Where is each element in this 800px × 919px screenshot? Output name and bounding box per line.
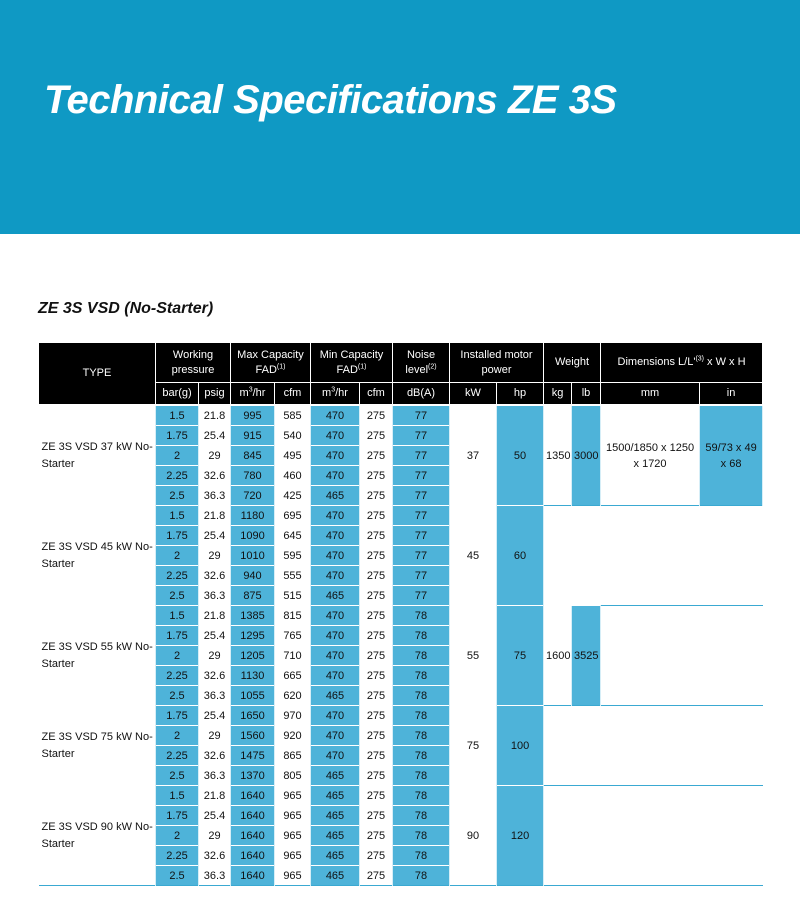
cell-noise: 78 bbox=[393, 726, 450, 746]
cell-bar: 1.75 bbox=[156, 426, 199, 446]
model-group bbox=[39, 405, 763, 506]
cell-min-cfm: 275 bbox=[360, 446, 393, 466]
cell-noise: 78 bbox=[393, 746, 450, 766]
cell-psig: 21.8 bbox=[199, 786, 231, 806]
table-row bbox=[39, 405, 763, 426]
cell-max-cfm: 645 bbox=[275, 526, 311, 546]
cell-max-m3hr: 1560 bbox=[231, 726, 275, 746]
cell-max-cfm: 495 bbox=[275, 446, 311, 466]
dimensions-mm: 1500/1850 x 1250 x 1720 bbox=[601, 405, 700, 506]
unit-kw: kW bbox=[450, 383, 497, 406]
cell-min-m3hr: 470 bbox=[311, 666, 360, 686]
motor-kw: 55 bbox=[450, 606, 497, 706]
cell-min-cfm: 275 bbox=[360, 706, 393, 726]
col-dimensions-suffix: x W x H bbox=[704, 356, 746, 368]
cell-noise: 77 bbox=[393, 426, 450, 446]
cell-max-m3hr: 995 bbox=[231, 405, 275, 426]
cell-min-m3hr: 470 bbox=[311, 426, 360, 446]
col-noise-label: Noise level bbox=[405, 348, 436, 376]
cell-noise: 78 bbox=[393, 686, 450, 706]
cell-noise: 77 bbox=[393, 506, 450, 526]
cell-max-cfm: 695 bbox=[275, 506, 311, 526]
cell-min-cfm: 275 bbox=[360, 526, 393, 546]
cell-bar: 2.5 bbox=[156, 866, 199, 886]
unit-kg: kg bbox=[544, 383, 572, 406]
cell-min-cfm: 275 bbox=[360, 405, 393, 426]
cell-max-cfm: 965 bbox=[275, 866, 311, 886]
cell-bar: 2.5 bbox=[156, 686, 199, 706]
cell-max-m3hr: 1295 bbox=[231, 626, 275, 646]
cell-max-cfm: 970 bbox=[275, 706, 311, 726]
cell-min-m3hr: 470 bbox=[311, 746, 360, 766]
cell-noise: 78 bbox=[393, 866, 450, 886]
cell-max-cfm: 815 bbox=[275, 606, 311, 626]
model-type: ZE 3S VSD 37 kW No-Starter bbox=[39, 405, 156, 506]
col-noise bbox=[393, 343, 450, 383]
cell-bar: 1.5 bbox=[156, 786, 199, 806]
cell-psig: 29 bbox=[199, 546, 231, 566]
cell-min-m3hr: 465 bbox=[311, 866, 360, 886]
cell-bar: 1.5 bbox=[156, 506, 199, 526]
cell-max-cfm: 965 bbox=[275, 786, 311, 806]
cell-bar: 1.5 bbox=[156, 606, 199, 626]
model-type: ZE 3S VSD 75 kW No-Starter bbox=[39, 706, 156, 786]
cell-min-m3hr: 465 bbox=[311, 686, 360, 706]
weight-lb: 3000 bbox=[572, 405, 601, 506]
cell-psig: 21.8 bbox=[199, 606, 231, 626]
cell-max-cfm: 765 bbox=[275, 626, 311, 646]
col-max-capacity bbox=[231, 343, 311, 383]
cell-min-cfm: 275 bbox=[360, 766, 393, 786]
motor-hp: 100 bbox=[497, 706, 544, 786]
unit-bar: bar(g) bbox=[156, 383, 199, 406]
col-dimensions-label: Dimensions L/L' bbox=[617, 356, 696, 368]
cell-psig: 36.3 bbox=[199, 686, 231, 706]
cell-max-m3hr: 1205 bbox=[231, 646, 275, 666]
cell-bar: 2.5 bbox=[156, 486, 199, 506]
cell-noise: 78 bbox=[393, 806, 450, 826]
cell-min-m3hr: 465 bbox=[311, 486, 360, 506]
unit-lb: lb bbox=[572, 383, 601, 406]
cell-bar: 2.25 bbox=[156, 566, 199, 586]
table-row bbox=[39, 706, 763, 726]
unit-m3hr-min: $m^3/hr$ bbox=[311, 383, 360, 406]
cell-min-m3hr: 470 bbox=[311, 466, 360, 486]
cell-max-cfm: 965 bbox=[275, 846, 311, 866]
cell-max-cfm: 710 bbox=[275, 646, 311, 666]
cell-min-cfm: 275 bbox=[360, 626, 393, 646]
cell-bar: 2.25 bbox=[156, 846, 199, 866]
model-group bbox=[39, 706, 763, 786]
unit-psig: psig bbox=[199, 383, 231, 406]
cell-max-m3hr: 1640 bbox=[231, 846, 275, 866]
footnote-mark: (3) bbox=[695, 355, 704, 363]
unit-mm: mm bbox=[601, 383, 700, 406]
cell-max-cfm: 595 bbox=[275, 546, 311, 566]
cell-min-m3hr: 470 bbox=[311, 566, 360, 586]
cell-max-cfm: 620 bbox=[275, 686, 311, 706]
cell-min-m3hr: 470 bbox=[311, 405, 360, 426]
cell-psig: 36.3 bbox=[199, 766, 231, 786]
cell-noise: 77 bbox=[393, 546, 450, 566]
cell-psig: 32.6 bbox=[199, 566, 231, 586]
cell-noise: 78 bbox=[393, 626, 450, 646]
cell-min-m3hr: 465 bbox=[311, 766, 360, 786]
cell-min-cfm: 275 bbox=[360, 426, 393, 446]
cell-max-m3hr: 1640 bbox=[231, 826, 275, 846]
cell-max-cfm: 460 bbox=[275, 466, 311, 486]
cell-bar: 2 bbox=[156, 826, 199, 846]
cell-min-m3hr: 470 bbox=[311, 546, 360, 566]
cell-bar: 2 bbox=[156, 446, 199, 466]
cell-min-cfm: 275 bbox=[360, 826, 393, 846]
cell-noise: 78 bbox=[393, 846, 450, 866]
table-row bbox=[39, 786, 763, 806]
cell-min-m3hr: 465 bbox=[311, 806, 360, 826]
cell-noise: 77 bbox=[393, 566, 450, 586]
cell-psig: 25.4 bbox=[199, 626, 231, 646]
cell-min-cfm: 275 bbox=[360, 566, 393, 586]
unit-cfm-max: cfm bbox=[275, 383, 311, 406]
cell-min-cfm: 275 bbox=[360, 746, 393, 766]
model-type: ZE 3S VSD 45 kW No-Starter bbox=[39, 506, 156, 606]
cell-bar: 2.25 bbox=[156, 666, 199, 686]
footnote-mark: (2) bbox=[428, 362, 437, 370]
cell-max-cfm: 585 bbox=[275, 405, 311, 426]
cell-psig: 32.6 bbox=[199, 846, 231, 866]
cell-min-m3hr: 470 bbox=[311, 626, 360, 646]
cell-max-m3hr: 1640 bbox=[231, 786, 275, 806]
cell-min-m3hr: 470 bbox=[311, 606, 360, 626]
cell-bar: 2.5 bbox=[156, 766, 199, 786]
cell-max-m3hr: 1180 bbox=[231, 506, 275, 526]
cell-max-cfm: 805 bbox=[275, 766, 311, 786]
cell-max-m3hr: 915 bbox=[231, 426, 275, 446]
cell-max-m3hr: 1640 bbox=[231, 866, 275, 886]
cell-max-m3hr: 875 bbox=[231, 586, 275, 606]
cell-min-cfm: 275 bbox=[360, 866, 393, 886]
header-row bbox=[39, 343, 763, 383]
col-working-pressure bbox=[156, 343, 231, 383]
cell-noise: 78 bbox=[393, 646, 450, 666]
cell-noise: 77 bbox=[393, 586, 450, 606]
cell-bar: 1.75 bbox=[156, 806, 199, 826]
model-group bbox=[39, 506, 763, 606]
cell-noise: 78 bbox=[393, 766, 450, 786]
cell-max-cfm: 865 bbox=[275, 746, 311, 766]
cell-psig: 29 bbox=[199, 826, 231, 846]
cell-min-m3hr: 470 bbox=[311, 646, 360, 666]
cell-psig: 36.3 bbox=[199, 486, 231, 506]
model-group bbox=[39, 606, 763, 706]
cell-noise: 77 bbox=[393, 446, 450, 466]
cell-max-m3hr: 1475 bbox=[231, 746, 275, 766]
cell-max-cfm: 665 bbox=[275, 666, 311, 686]
section-title: ZE 3S VSD (No-Starter) bbox=[38, 300, 214, 317]
cell-bar: 2.25 bbox=[156, 746, 199, 766]
motor-hp: 60 bbox=[497, 506, 544, 606]
cell-min-cfm: 275 bbox=[360, 846, 393, 866]
cell-psig: 29 bbox=[199, 726, 231, 746]
cell-min-cfm: 275 bbox=[360, 806, 393, 826]
col-motor-label: Installed motor power bbox=[460, 348, 533, 376]
cell-psig: 25.4 bbox=[199, 806, 231, 826]
cell-min-cfm: 275 bbox=[360, 646, 393, 666]
cell-max-m3hr: 845 bbox=[231, 446, 275, 466]
cell-noise: 77 bbox=[393, 405, 450, 426]
unit-dba: dB(A) bbox=[393, 383, 450, 406]
motor-kw: 45 bbox=[450, 506, 497, 606]
cell-max-m3hr: 1010 bbox=[231, 546, 275, 566]
model-type: ZE 3S VSD 55 kW No-Starter bbox=[39, 606, 156, 706]
cell-noise: 78 bbox=[393, 706, 450, 726]
cell-min-m3hr: 470 bbox=[311, 526, 360, 546]
cell-psig: 32.6 bbox=[199, 746, 231, 766]
cell-max-cfm: 515 bbox=[275, 586, 311, 606]
cell-psig: 21.8 bbox=[199, 506, 231, 526]
footnote-mark: (1) bbox=[357, 362, 367, 370]
unit-hp: hp bbox=[497, 383, 544, 406]
cell-max-cfm: 555 bbox=[275, 566, 311, 586]
cell-max-m3hr: 940 bbox=[231, 566, 275, 586]
model-type: ZE 3S VSD 90 kW No-Starter bbox=[39, 786, 156, 886]
cell-min-cfm: 275 bbox=[360, 466, 393, 486]
cell-max-cfm: 920 bbox=[275, 726, 311, 746]
col-max-capacity-label: Max Capacity FAD bbox=[237, 348, 304, 376]
cell-bar: 1.75 bbox=[156, 626, 199, 646]
cell-psig: 32.6 bbox=[199, 666, 231, 686]
cell-min-m3hr: 470 bbox=[311, 506, 360, 526]
cell-psig: 21.8 bbox=[199, 405, 231, 426]
cell-max-cfm: 965 bbox=[275, 826, 311, 846]
cell-max-m3hr: 1370 bbox=[231, 766, 275, 786]
unit-m3hr-max: $m^3/hr$ bbox=[231, 383, 275, 406]
cell-noise: 78 bbox=[393, 606, 450, 626]
col-working-pressure-label: Working pressure bbox=[171, 348, 215, 376]
cell-noise: 77 bbox=[393, 466, 450, 486]
cell-min-cfm: 275 bbox=[360, 606, 393, 626]
cell-min-m3hr: 470 bbox=[311, 706, 360, 726]
col-type: TYPE bbox=[39, 343, 156, 405]
cell-psig: 36.3 bbox=[199, 586, 231, 606]
col-dimensions bbox=[601, 343, 763, 383]
spec-table bbox=[38, 343, 763, 886]
cell-min-cfm: 275 bbox=[360, 666, 393, 686]
cell-psig: 29 bbox=[199, 446, 231, 466]
motor-kw: 75 bbox=[450, 706, 497, 786]
weight-kg: 1350 bbox=[544, 405, 572, 506]
col-min-capacity bbox=[311, 343, 393, 383]
cell-min-cfm: 275 bbox=[360, 586, 393, 606]
col-motor bbox=[450, 343, 544, 383]
motor-kw: 90 bbox=[450, 786, 497, 886]
cell-min-m3hr: 465 bbox=[311, 846, 360, 866]
cell-bar: 1.5 bbox=[156, 405, 199, 426]
cell-bar: 2 bbox=[156, 546, 199, 566]
cell-noise: 78 bbox=[393, 666, 450, 686]
unit-in: in bbox=[700, 383, 763, 406]
dimensions-in: 59/73 x 49 x 68 bbox=[700, 405, 763, 506]
unit-cfm-min: cfm bbox=[360, 383, 393, 406]
page-title: Technical Specifications ZE 3S bbox=[44, 78, 617, 122]
weight-lb: 3525 bbox=[572, 606, 601, 706]
cell-bar: 1.75 bbox=[156, 526, 199, 546]
cell-bar: 2.25 bbox=[156, 466, 199, 486]
cell-max-m3hr: 1640 bbox=[231, 806, 275, 826]
motor-kw: 37 bbox=[450, 405, 497, 506]
cell-psig: 36.3 bbox=[199, 866, 231, 886]
cell-noise: 78 bbox=[393, 826, 450, 846]
cell-min-cfm: 275 bbox=[360, 486, 393, 506]
cell-noise: 78 bbox=[393, 786, 450, 806]
cell-max-m3hr: 720 bbox=[231, 486, 275, 506]
cell-max-cfm: 965 bbox=[275, 806, 311, 826]
cell-min-cfm: 275 bbox=[360, 506, 393, 526]
cell-min-cfm: 275 bbox=[360, 786, 393, 806]
cell-min-m3hr: 465 bbox=[311, 826, 360, 846]
col-min-capacity-label: Min Capacity FAD bbox=[319, 348, 384, 376]
cell-max-m3hr: 1385 bbox=[231, 606, 275, 626]
cell-max-m3hr: 1055 bbox=[231, 686, 275, 706]
cell-bar: 2 bbox=[156, 646, 199, 666]
cell-min-m3hr: 470 bbox=[311, 446, 360, 466]
cell-psig: 25.4 bbox=[199, 426, 231, 446]
cell-bar: 2 bbox=[156, 726, 199, 746]
cell-max-m3hr: 1090 bbox=[231, 526, 275, 546]
cell-max-m3hr: 1650 bbox=[231, 706, 275, 726]
cell-psig: 29 bbox=[199, 646, 231, 666]
cell-max-cfm: 540 bbox=[275, 426, 311, 446]
cell-psig: 32.6 bbox=[199, 466, 231, 486]
model-group bbox=[39, 786, 763, 886]
cell-max-m3hr: 1130 bbox=[231, 666, 275, 686]
motor-hp: 75 bbox=[497, 606, 544, 706]
cell-bar: 2.5 bbox=[156, 586, 199, 606]
col-weight bbox=[544, 343, 601, 383]
cell-min-cfm: 275 bbox=[360, 686, 393, 706]
cell-psig: 25.4 bbox=[199, 706, 231, 726]
cell-psig: 25.4 bbox=[199, 526, 231, 546]
cell-max-m3hr: 780 bbox=[231, 466, 275, 486]
cell-max-cfm: 425 bbox=[275, 486, 311, 506]
cell-min-m3hr: 470 bbox=[311, 726, 360, 746]
footnote-mark: (1) bbox=[276, 362, 286, 370]
weight-kg: 1600 bbox=[544, 606, 572, 706]
header-banner bbox=[0, 0, 800, 234]
cell-bar: 1.75 bbox=[156, 706, 199, 726]
motor-hp: 120 bbox=[497, 786, 544, 886]
cell-min-cfm: 275 bbox=[360, 546, 393, 566]
table-row bbox=[39, 506, 763, 526]
cell-noise: 77 bbox=[393, 486, 450, 506]
cell-noise: 77 bbox=[393, 526, 450, 546]
cell-min-m3hr: 465 bbox=[311, 586, 360, 606]
cell-min-m3hr: 465 bbox=[311, 786, 360, 806]
motor-hp: 50 bbox=[497, 405, 544, 506]
table-row bbox=[39, 606, 763, 626]
cell-min-cfm: 275 bbox=[360, 726, 393, 746]
col-weight-label: Weight bbox=[555, 356, 590, 368]
